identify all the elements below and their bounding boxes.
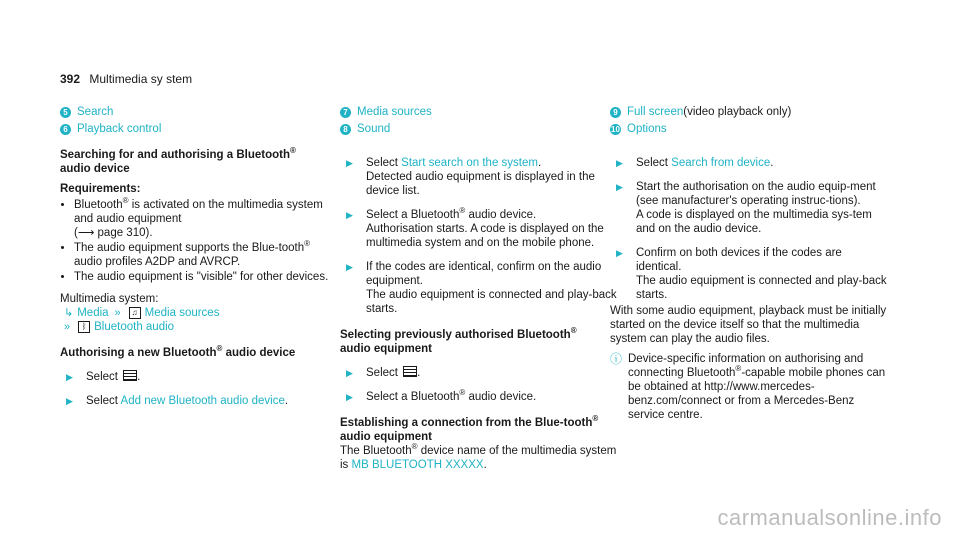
step-arrow-icon: ▶ [616,248,623,258]
step-arrow-icon: ▶ [346,210,353,220]
requirements-list [60,198,340,284]
step-arrow-icon: ▶ [346,368,353,378]
section-heading: Authorising a new Bluetooth® audio device [60,344,296,359]
legend-label[interactable]: Media sources [357,106,432,118]
requirements-title: Requirements: [60,183,141,195]
step: ▶ Select a Bluetooth® audio device. Authorisation starts. A code is displayed on the multimedia system and on the mobile phone. [340,208,620,250]
column-2 [340,105,620,472]
path-media-sources[interactable]: Media sources [144,307,220,319]
column-3 [610,105,890,422]
step: ▶ Select . [60,370,340,384]
page-reference-arrow: (⟶ [74,227,95,239]
step: ▶ If the codes are identical, confirm on the audio equipment. The audio equipment is connected and play-back starts. [340,260,620,316]
legend-label[interactable]: Options [627,123,667,135]
menu-path [64,306,340,320]
callout-number-icon: 6 [60,124,71,135]
paragraph: With some audio equipment, playback must be initially started on the device itself so that the multimedia system can play the audio files. [610,305,887,345]
legend-label[interactable]: Full screen [627,106,684,118]
multimedia-system-label: Multimedia system: [60,293,159,305]
step-arrow-icon: ▶ [346,158,353,168]
info-icon: ⓘ [610,352,623,366]
device-name-value: MB BLUETOOTH XXXXX [351,459,484,471]
step-arrow-icon: ▶ [616,182,623,192]
menu-icon[interactable] [123,370,137,381]
step: ▶ Select Search from device. [610,156,890,170]
step-arrow-icon: ▶ [346,392,353,402]
step: ▶ Start the authorisation on the audio equip-ment (see manufacturer's operating instruc-tions). A code is displayed on the multimedia sys-tem and on the audio device. [610,180,890,236]
path-bluetooth-audio[interactable]: Bluetooth audio [94,321,175,333]
paragraph: The Bluetooth® device name of the multimedia system is MB BLUETOOTH XXXXX. [340,442,617,471]
double-chevron-icon: » [114,307,121,319]
legend-item [340,105,620,119]
step-arrow-icon: ▶ [346,262,353,272]
page-header [60,72,192,86]
step-arrow-icon: ▶ [616,158,623,168]
step-arrow-icon: ▶ [66,396,73,406]
legend-label[interactable]: Sound [357,123,391,135]
callout-number-icon: 7 [340,107,351,118]
search-from-device-link[interactable]: Search from device [671,157,771,169]
legend-item [610,122,890,136]
legend-label[interactable]: Playback control [77,123,162,135]
step: ▶ Confirm on both devices if the codes are identical. The audio equipment is connected and play-back starts. [610,246,890,302]
info-note: ⓘ Device-specific information on authorising and connecting Bluetooth®-capable mobile phones can be obtained at http://www.mercedes-benz.com/connect or from a Mercedes-Benz service centre. [610,352,886,421]
path-media[interactable]: Media [77,307,109,319]
section-title: Multimedia sy stem [89,72,193,86]
callout-number-icon: 10 [611,124,620,134]
section-heading: Selecting previously authorised Bluetooth® audio equipment [340,326,577,355]
callout-number-icon: 5 [60,107,71,118]
list-icon[interactable] [403,366,417,377]
step: ▶ Select . [340,366,620,380]
page-reference[interactable]: page 310). [94,227,153,239]
watermark: carmanualsonline.info [717,505,942,530]
legend-item [60,105,340,119]
section-heading: Establishing a connection from the Blue-tooth® audio equipment [340,414,599,443]
step: ▶ Select a Bluetooth® audio device. [340,390,620,404]
path-arrow-icon: ↳ [64,307,74,319]
legend-item: 9 Full screen (video playback only) [610,105,890,119]
section-heading: Searching for and authorising a Bluetooth® audio device [60,146,296,175]
menu-path [64,320,340,334]
step-arrow-icon: ▶ [66,372,73,382]
list-item: • Bluetooth® is activated on the multimedia system and audio equipment (⟶ page 310). [74,198,340,240]
callout-number-icon: 9 [610,107,621,118]
media-sources-icon: ♫ [129,307,141,319]
bluetooth-icon: ᛒ [78,321,90,333]
add-new-device-link[interactable]: Add new Bluetooth audio device [120,395,285,407]
legend-item [60,122,340,136]
step: ▶ Select Start search on the system. Detected audio equipment is displayed in the device list. [340,156,620,198]
callout-number-icon: 8 [340,124,351,135]
list-item: • The audio equipment is "visible" for other devices. [74,270,340,284]
legend-item [340,122,620,136]
step: ▶ Select Add new Bluetooth audio device. [60,394,340,408]
page-number: 392 [60,72,81,86]
legend-label[interactable]: Search [77,106,114,118]
list-item: • The audio equipment supports the Blue-tooth® audio profiles A2DP and AVRCP. [74,241,340,269]
start-search-link[interactable]: Start search on the system [401,157,538,169]
double-chevron-icon: » [64,321,71,333]
column-1 [60,105,340,408]
